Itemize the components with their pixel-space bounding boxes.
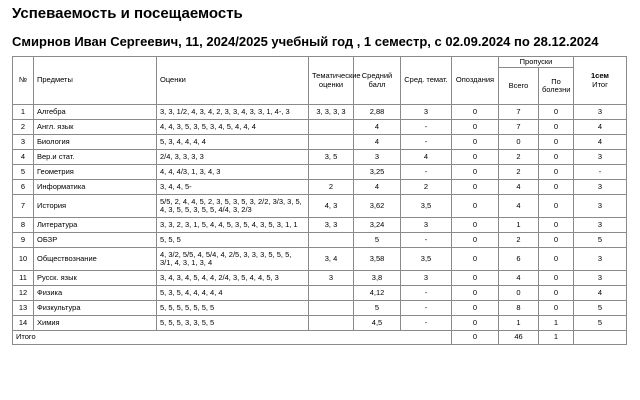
row-num: 7 — [13, 195, 34, 218]
row-abs-total: 0 — [499, 286, 539, 301]
row-final: 3 — [574, 218, 627, 233]
row-late: 0 — [452, 165, 499, 180]
row-abs-total: 4 — [499, 180, 539, 195]
row-abs-total: 6 — [499, 248, 539, 271]
row-final: 4 — [574, 135, 627, 150]
row-subject: Обществознание — [34, 248, 157, 271]
row-abs-sick: 0 — [539, 165, 574, 180]
row-thematic: 4, 3 — [309, 195, 354, 218]
row-abs-sick: 0 — [539, 105, 574, 120]
table-row — [13, 120, 627, 135]
row-subject: Биология — [34, 135, 157, 150]
row-abs-sick: 0 — [539, 180, 574, 195]
row-avg-thematic: - — [401, 165, 452, 180]
row-subject: ОБЗР — [34, 233, 157, 248]
row-final: 4 — [574, 286, 627, 301]
row-grades: 4, 3/2, 5/5, 4, 5/4, 4, 2/5, 3, 3, 3, 5, 5, 5, 3/1, 4, 3, 1, 3, 4 — [157, 248, 309, 271]
row-avg: 4 — [354, 120, 401, 135]
row-num: 12 — [13, 286, 34, 301]
row-num: 4 — [13, 150, 34, 165]
row-avg-thematic: 4 — [401, 150, 452, 165]
header-semester — [574, 57, 627, 105]
row-abs-total: 0 — [499, 135, 539, 150]
row-avg: 4 — [354, 180, 401, 195]
row-grades: 5, 3, 5, 4, 4, 4, 4, 4 — [157, 286, 309, 301]
row-late: 0 — [452, 195, 499, 218]
row-thematic: 3, 3 — [309, 218, 354, 233]
table-row — [13, 316, 627, 331]
row-abs-sick: 0 — [539, 218, 574, 233]
row-final: 3 — [574, 105, 627, 120]
header-subject: Предметы — [34, 57, 157, 105]
row-late: 0 — [452, 218, 499, 233]
row-num: 14 — [13, 316, 34, 331]
row-abs-total: 2 — [499, 165, 539, 180]
header-absences: Пропуски — [499, 57, 574, 68]
row-thematic — [309, 135, 354, 150]
row-subject: Литература — [34, 218, 157, 233]
row-final: 3 — [574, 271, 627, 286]
row-late: 0 — [452, 248, 499, 271]
row-grades: 4, 4, 4/3, 1, 3, 4, 3 — [157, 165, 309, 180]
report-subtitle: Смирнов Иван Сергеевич, 11, 2024/2025 учебный год , 1 семестр, с 02.09.2024 по 28.12.2024 — [12, 34, 599, 49]
header-thematic: Тематические оценки — [309, 57, 354, 105]
row-avg-thematic: 3,5 — [401, 195, 452, 218]
row-abs-sick: 0 — [539, 120, 574, 135]
row-avg: 3,24 — [354, 218, 401, 233]
row-grades: 3, 3, 2, 3, 1, 5, 4, 4, 5, 3, 5, 4, 3, 5, 3, 1, 1 — [157, 218, 309, 233]
row-subject: Физика — [34, 286, 157, 301]
total-abs-sick: 1 — [539, 331, 574, 345]
row-final: 3 — [574, 180, 627, 195]
row-num: 11 — [13, 271, 34, 286]
row-subject: Англ. язык — [34, 120, 157, 135]
row-avg: 4 — [354, 135, 401, 150]
row-abs-total: 7 — [499, 120, 539, 135]
table-row — [13, 248, 627, 271]
header-abs-total: Всего — [499, 68, 539, 105]
table-row — [13, 180, 627, 195]
row-grades: 2/4, 3, 3, 3, 3 — [157, 150, 309, 165]
row-abs-total: 7 — [499, 105, 539, 120]
grades-table — [12, 56, 627, 345]
row-thematic — [309, 233, 354, 248]
row-abs-sick: 0 — [539, 195, 574, 218]
table-row — [13, 301, 627, 316]
row-subject: Физкультура — [34, 301, 157, 316]
row-num: 13 — [13, 301, 34, 316]
table-row — [13, 165, 627, 180]
row-abs-sick: 0 — [539, 135, 574, 150]
row-num: 3 — [13, 135, 34, 150]
table-row — [13, 135, 627, 150]
row-avg-thematic: 2 — [401, 180, 452, 195]
row-subject: Вер.и стат. — [34, 150, 157, 165]
row-abs-sick: 0 — [539, 150, 574, 165]
row-thematic — [309, 316, 354, 331]
row-avg-thematic: - — [401, 120, 452, 135]
page-title: Успеваемость и посещаемость — [12, 5, 243, 22]
row-abs-total: 4 — [499, 195, 539, 218]
row-avg: 3,62 — [354, 195, 401, 218]
row-late: 0 — [452, 316, 499, 331]
row-avg: 3 — [354, 150, 401, 165]
row-final: 3 — [574, 150, 627, 165]
row-thematic — [309, 120, 354, 135]
row-late: 0 — [452, 105, 499, 120]
row-abs-sick: 0 — [539, 248, 574, 271]
row-thematic: 3 — [309, 271, 354, 286]
row-late: 0 — [452, 271, 499, 286]
row-num: 8 — [13, 218, 34, 233]
row-num: 2 — [13, 120, 34, 135]
row-num: 5 — [13, 165, 34, 180]
row-thematic: 3, 4 — [309, 248, 354, 271]
header-semester-top: 1сем — [591, 71, 609, 80]
row-thematic: 2 — [309, 180, 354, 195]
row-subject: Русск. язык — [34, 271, 157, 286]
row-avg-thematic: - — [401, 233, 452, 248]
row-avg: 4,5 — [354, 316, 401, 331]
row-final: 5 — [574, 233, 627, 248]
row-late: 0 — [452, 120, 499, 135]
row-thematic: 3, 3, 3, 3 — [309, 105, 354, 120]
row-late: 0 — [452, 286, 499, 301]
table-row — [13, 195, 627, 218]
row-late: 0 — [452, 135, 499, 150]
row-subject: Геометрия — [34, 165, 157, 180]
row-grades: 5, 5, 5 — [157, 233, 309, 248]
row-grades: 5/5, 2, 4, 4, 5, 2, 3, 5, 3, 5, 3, 2/2, 3/3, 3, 5, 4, 3, 5, 5, 3, 5, 5, 4/4, 3, 2/3 — [157, 195, 309, 218]
row-abs-total: 2 — [499, 150, 539, 165]
row-late: 0 — [452, 233, 499, 248]
row-num: 6 — [13, 180, 34, 195]
table-total-row — [13, 331, 627, 345]
row-abs-sick: 0 — [539, 233, 574, 248]
row-final: - — [574, 165, 627, 180]
row-avg-thematic: 3 — [401, 105, 452, 120]
table-row — [13, 271, 627, 286]
row-abs-sick: 0 — [539, 271, 574, 286]
row-num: 9 — [13, 233, 34, 248]
row-subject: Алгебра — [34, 105, 157, 120]
total-final — [574, 331, 627, 345]
row-subject: История — [34, 195, 157, 218]
table-row — [13, 150, 627, 165]
row-avg: 3,25 — [354, 165, 401, 180]
row-num: 10 — [13, 248, 34, 271]
row-abs-total: 8 — [499, 301, 539, 316]
row-avg: 3,58 — [354, 248, 401, 271]
row-abs-sick: 1 — [539, 316, 574, 331]
table-row — [13, 233, 627, 248]
table-row — [13, 218, 627, 233]
row-late: 0 — [452, 180, 499, 195]
row-grades: 3, 3, 1/2, 4, 3, 4, 2, 3, 3, 4, 3, 3, 1, 4-, 3 — [157, 105, 309, 120]
table-row — [13, 105, 627, 120]
row-final: 3 — [574, 248, 627, 271]
row-avg: 2,88 — [354, 105, 401, 120]
row-thematic: 3, 5 — [309, 150, 354, 165]
row-subject: Химия — [34, 316, 157, 331]
header-avg: Средний балл — [354, 57, 401, 105]
header-abs-sick: По болезни — [539, 68, 574, 105]
row-late: 0 — [452, 150, 499, 165]
row-abs-total: 1 — [499, 316, 539, 331]
row-grades: 5, 3, 4, 4, 4, 4 — [157, 135, 309, 150]
row-thematic — [309, 286, 354, 301]
row-grades: 3, 4, 3, 4, 5, 4, 4, 2/4, 3, 5, 4, 4, 5, 3 — [157, 271, 309, 286]
table-header-row — [13, 57, 627, 68]
row-avg-thematic: 3 — [401, 271, 452, 286]
row-avg: 4,12 — [354, 286, 401, 301]
header-grades: Оценки — [157, 57, 309, 105]
row-num: 1 — [13, 105, 34, 120]
row-final: 3 — [574, 195, 627, 218]
total-abs-total: 46 — [499, 331, 539, 345]
row-thematic — [309, 301, 354, 316]
header-num: № — [13, 57, 34, 105]
row-avg: 3,8 — [354, 271, 401, 286]
row-avg-thematic: 3 — [401, 218, 452, 233]
header-semester-bottom: Итог — [592, 79, 608, 89]
row-abs-sick: 0 — [539, 301, 574, 316]
row-avg: 5 — [354, 233, 401, 248]
row-grades: 4, 4, 3, 5, 3, 5, 3, 4, 5, 4, 4, 4 — [157, 120, 309, 135]
row-avg-thematic: - — [401, 316, 452, 331]
row-abs-total: 4 — [499, 271, 539, 286]
total-label: Итого — [13, 331, 452, 345]
row-late: 0 — [452, 301, 499, 316]
header-avg-thematic: Сред. темат. — [401, 57, 452, 105]
row-subject: Информатика — [34, 180, 157, 195]
row-thematic — [309, 165, 354, 180]
row-final: 5 — [574, 301, 627, 316]
row-grades: 3, 4, 4, 5- — [157, 180, 309, 195]
row-grades: 5, 5, 5, 3, 3, 5, 5 — [157, 316, 309, 331]
row-avg-thematic: - — [401, 286, 452, 301]
row-avg-thematic: - — [401, 301, 452, 316]
table-row — [13, 286, 627, 301]
row-abs-total: 2 — [499, 233, 539, 248]
row-avg: 5 — [354, 301, 401, 316]
row-abs-total: 1 — [499, 218, 539, 233]
row-avg-thematic: - — [401, 135, 452, 150]
row-final: 5 — [574, 316, 627, 331]
header-late: Опоздания — [452, 57, 499, 105]
row-grades: 5, 5, 5, 5, 5, 5, 5 — [157, 301, 309, 316]
total-late: 0 — [452, 331, 499, 345]
row-final: 4 — [574, 120, 627, 135]
row-abs-sick: 0 — [539, 286, 574, 301]
row-avg-thematic: 3,5 — [401, 248, 452, 271]
